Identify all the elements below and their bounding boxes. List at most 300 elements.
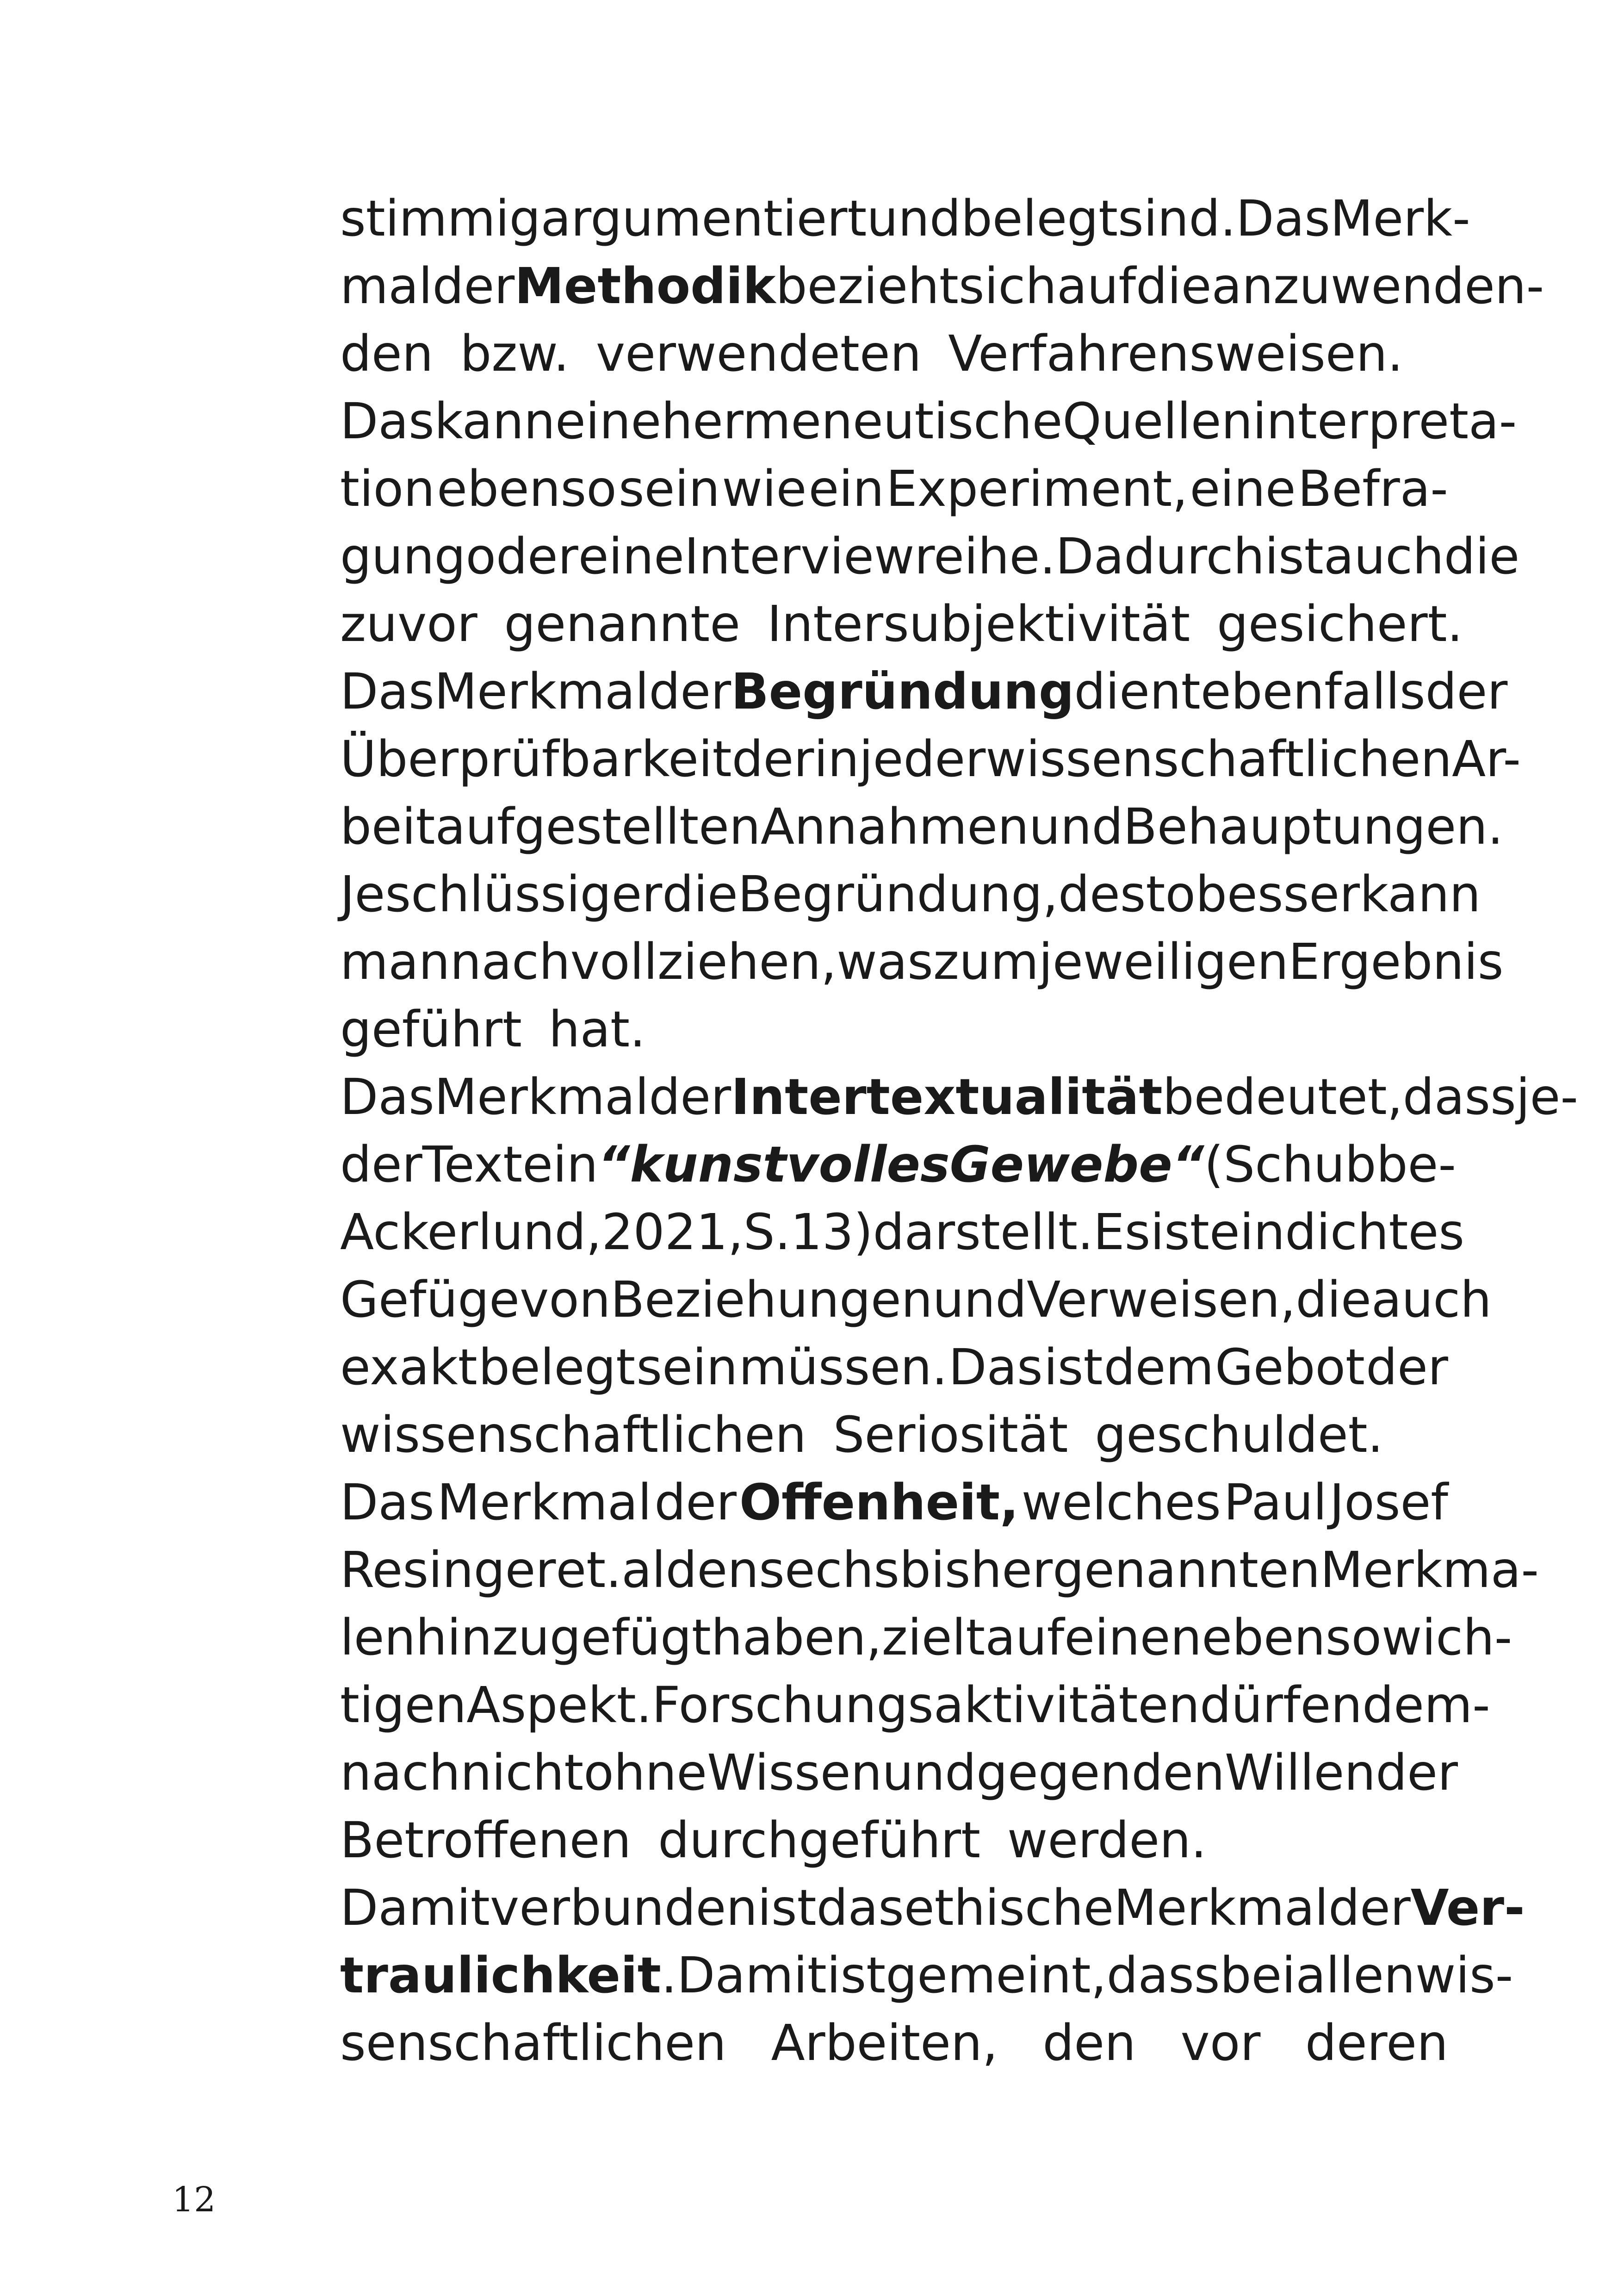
- word-group: [555, 388, 661, 455]
- text-line: [340, 1064, 1578, 1131]
- word: den: [340, 325, 434, 383]
- word-group: [1285, 1199, 1464, 1266]
- word: man: [340, 933, 450, 991]
- word: Begründung,: [738, 866, 1059, 923]
- word: Das: [340, 663, 434, 721]
- word-group: [460, 320, 583, 388]
- word-group: [478, 1334, 635, 1401]
- word-group: [1114, 1874, 1328, 1942]
- text-line: [340, 185, 1470, 253]
- word: ethische: [904, 1879, 1114, 1937]
- word-group: [433, 253, 515, 320]
- word: müssen.: [738, 1339, 948, 1396]
- word: 2021,: [601, 1204, 744, 1261]
- text-line: [340, 726, 1521, 793]
- word-group: [578, 523, 684, 591]
- word-group: [340, 320, 446, 388]
- paragraph: [340, 388, 1520, 658]
- word-group: [1095, 1401, 1396, 1469]
- word: ein: [522, 1136, 598, 1194]
- word-group: [1366, 1334, 1448, 1401]
- word-group: [649, 658, 731, 726]
- word-group: [340, 726, 732, 793]
- word-group: [757, 1874, 816, 1942]
- word: der: [732, 731, 814, 788]
- word-group: [1201, 658, 1426, 726]
- word-group: [549, 996, 659, 1064]
- word-group: [1320, 1537, 1539, 1604]
- word-group: [1265, 523, 1323, 591]
- word-group: [1426, 658, 1508, 726]
- word: .: [661, 1947, 677, 2004]
- word: beit: [340, 798, 435, 856]
- word-group: [1029, 793, 1123, 861]
- paragraph: [340, 1469, 1539, 1874]
- word-group: [808, 455, 884, 523]
- word: das: [816, 1879, 904, 1937]
- word: der: [1328, 1879, 1411, 1937]
- word: die: [1136, 258, 1212, 315]
- word: eine: [555, 393, 662, 450]
- word-group: [1202, 1604, 1382, 1672]
- word: bisher: [899, 1542, 1053, 1599]
- word: und: [882, 1744, 977, 1802]
- word: Wissen: [707, 1744, 882, 1802]
- word-group: [1215, 1334, 1365, 1401]
- word: geführt: [340, 1001, 522, 1058]
- word: die: [662, 866, 738, 923]
- word-group: [732, 726, 814, 793]
- word: zielt: [881, 1609, 986, 1667]
- word-group: [385, 861, 662, 928]
- text-line: [340, 320, 1448, 388]
- word: der: [1425, 663, 1508, 721]
- word: darstellt.: [873, 1204, 1094, 1261]
- word-group: [340, 1874, 490, 1942]
- word-group: [1150, 1199, 1209, 1266]
- word: Gebot: [1215, 1339, 1365, 1396]
- word: gemeint,: [886, 1947, 1107, 2004]
- word-group: [1057, 253, 1136, 320]
- word-group: [437, 1469, 652, 1537]
- word-group: [707, 1739, 882, 1807]
- word: dass: [1106, 1947, 1220, 2004]
- word-group: [1415, 1942, 1513, 2010]
- word-group: [340, 928, 450, 996]
- word: und: [932, 1271, 1027, 1329]
- word: hinzugefügt: [415, 1609, 711, 1667]
- word-group: [933, 1266, 1027, 1334]
- word: exakt: [340, 1339, 477, 1396]
- word-group: [460, 1739, 583, 1807]
- text-line: [340, 253, 1544, 320]
- text-line: [340, 455, 1448, 523]
- word: nachvollziehen,: [450, 933, 837, 991]
- word: werden.: [1007, 1812, 1207, 1869]
- word: der: [654, 1474, 737, 1531]
- word-group: [886, 455, 1188, 523]
- word-group: [948, 320, 1416, 388]
- word: die: [1296, 1271, 1371, 1329]
- word: Seriosität: [833, 1406, 1068, 1464]
- word-group: [1212, 253, 1544, 320]
- word-group: [340, 253, 433, 320]
- word-group: [1403, 1064, 1516, 1131]
- word: dem: [1103, 1339, 1214, 1396]
- word-group: [933, 928, 1039, 996]
- word-group: [731, 1064, 1163, 1131]
- text-line: [340, 1942, 1513, 2010]
- word-group: [1196, 861, 1360, 928]
- word-group: [490, 1874, 757, 1942]
- word-group: [1305, 2010, 1448, 2077]
- word: Überprüfbarkeit: [340, 731, 732, 788]
- word-group: [340, 1199, 601, 1266]
- word: ebenso: [437, 460, 617, 518]
- word-group: [1224, 1469, 1327, 1537]
- word: kann: [1360, 866, 1481, 923]
- word: ohne: [583, 1744, 707, 1802]
- word: Merkmal: [434, 1069, 649, 1126]
- word-group: [435, 793, 760, 861]
- word: auch: [1371, 1271, 1492, 1329]
- word: welches: [1021, 1474, 1221, 1531]
- word: belegt: [961, 190, 1118, 248]
- word: wissenschaftlichen: [340, 1406, 806, 1464]
- word: sechs: [759, 1542, 900, 1599]
- text-line: [340, 2010, 1448, 2077]
- word: ebenso: [1202, 1609, 1382, 1667]
- word-group: [340, 793, 435, 861]
- word: Aspekt.: [466, 1677, 652, 1734]
- word-group: [677, 1942, 827, 2010]
- word-group: [583, 1739, 707, 1807]
- word: Das: [1236, 190, 1330, 248]
- word-group: [504, 591, 754, 658]
- word: hermeneutische: [661, 393, 1063, 450]
- word-group: [434, 1064, 649, 1131]
- word-group: [340, 388, 434, 455]
- text-line: [340, 1199, 1465, 1266]
- text-line: [340, 1537, 1539, 1604]
- word: der: [649, 1069, 732, 1126]
- word: bedeutet,: [1162, 1069, 1403, 1126]
- word-group: [1330, 185, 1470, 253]
- text-line: [340, 658, 1508, 726]
- word: was: [837, 933, 933, 991]
- word: bezieht: [775, 258, 959, 315]
- word: tion: [340, 460, 435, 518]
- word: gung: [340, 528, 466, 585]
- word-group: [662, 861, 738, 928]
- word: stimmig: [340, 190, 541, 248]
- word-group: [1360, 861, 1481, 928]
- word: S.13): [743, 1204, 873, 1261]
- word-group: [611, 1266, 933, 1334]
- word: Merkmal: [434, 663, 649, 721]
- word-group: [652, 1672, 1200, 1739]
- word: dass: [1402, 1069, 1516, 1126]
- word: Ar-: [1452, 731, 1521, 788]
- word-group: [976, 1739, 1131, 1807]
- word-group: [661, 388, 1062, 455]
- word-group: [522, 1131, 598, 1199]
- word-group: [1093, 1199, 1150, 1266]
- word: bzw.: [460, 325, 570, 383]
- text-line: [340, 523, 1520, 591]
- word-group: [415, 1604, 711, 1672]
- word-group: [340, 1064, 434, 1131]
- word: jeweiligen: [1039, 933, 1289, 991]
- paragraph: [340, 1064, 1578, 1469]
- word: Paul: [1223, 1474, 1327, 1531]
- word: traulichkeit: [340, 1947, 661, 2004]
- word-group: [1022, 1469, 1221, 1537]
- word: auf: [1056, 258, 1136, 315]
- word: der: [340, 1136, 422, 1194]
- word: Arbeiten,: [771, 2015, 998, 2072]
- text-line: [340, 928, 1504, 996]
- word: Das: [948, 1339, 1043, 1396]
- word: Merkmal: [437, 1474, 652, 1531]
- word: ist: [826, 1947, 886, 2004]
- word: bei: [1220, 1947, 1296, 2004]
- word: Damit: [340, 1879, 490, 1937]
- word: Text: [422, 1136, 523, 1194]
- word-group: [340, 658, 434, 726]
- word-group: [814, 726, 859, 793]
- word-group: [666, 1537, 759, 1604]
- word: der: [432, 258, 515, 315]
- word-group: [739, 1469, 1019, 1537]
- word-group: [340, 1739, 460, 1807]
- word-group: [434, 388, 555, 455]
- word: einen: [1064, 1609, 1202, 1667]
- word-group: [340, 523, 465, 591]
- word: Intersubjektivität: [767, 596, 1190, 653]
- word: gesichert.: [1216, 596, 1463, 653]
- word-group: [340, 1266, 520, 1334]
- word: Gefüge: [340, 1271, 520, 1329]
- word-group: [882, 1739, 976, 1807]
- word: len: [340, 1609, 416, 1667]
- page-number: 12: [172, 2180, 216, 2220]
- word: ebenfalls: [1200, 663, 1426, 721]
- word-group: [434, 658, 649, 726]
- word: der: [1366, 1339, 1448, 1396]
- word: in: [814, 731, 859, 788]
- word-group: [739, 1334, 948, 1401]
- word: Resinger: [340, 1542, 556, 1599]
- word-group: [1044, 1334, 1103, 1401]
- word: dem-: [1362, 1677, 1490, 1734]
- word: ist: [1044, 1339, 1103, 1396]
- word-group: [340, 1469, 434, 1537]
- word: zuvor: [340, 596, 477, 653]
- word: Verweisen,: [1027, 1271, 1296, 1329]
- word: Betroffenen: [340, 1812, 632, 1869]
- word-group: [738, 861, 1058, 928]
- word: ist: [757, 1879, 817, 1937]
- word: eine: [578, 528, 684, 585]
- word: genannte: [504, 596, 741, 653]
- word-group: [1136, 253, 1211, 320]
- word-group: [636, 1334, 738, 1401]
- word-group: [340, 1672, 466, 1739]
- word-group: [1225, 1739, 1376, 1807]
- word: auch: [1323, 528, 1444, 585]
- word-group: [950, 1131, 1204, 1199]
- word: Intertextualität: [731, 1069, 1163, 1126]
- word-group: [1007, 1807, 1220, 1874]
- word-group: [776, 253, 959, 320]
- word: nach: [340, 1744, 461, 1802]
- word: nicht: [460, 1744, 584, 1802]
- word-group: [1324, 523, 1444, 591]
- word: Quelleninterpreta-: [1062, 393, 1517, 450]
- word: Methodik: [515, 258, 776, 315]
- word-group: [340, 185, 541, 253]
- word-group: [1055, 523, 1265, 591]
- word-group: [1217, 591, 1476, 658]
- word-group: [1298, 455, 1448, 523]
- word-group: [1411, 1874, 1525, 1942]
- word: auf: [985, 1609, 1065, 1667]
- word-group: [827, 1942, 886, 2010]
- text-line: [340, 388, 1517, 455]
- word-group: [596, 320, 935, 388]
- word-group: [859, 726, 986, 793]
- word: hat.: [548, 1001, 646, 1058]
- text-line: [340, 1469, 1448, 1537]
- word: verbunden: [490, 1879, 758, 1937]
- word-group: [541, 185, 867, 253]
- word: “kunstvolles: [598, 1136, 950, 1194]
- word: Experiment,: [886, 460, 1188, 518]
- word: Behauptungen.: [1123, 798, 1504, 856]
- word: ein: [1209, 1204, 1285, 1261]
- word: haben,: [711, 1609, 882, 1667]
- word: zum: [933, 933, 1039, 991]
- word: Damit: [676, 1947, 827, 2004]
- word-group: [1296, 1266, 1371, 1334]
- word: (Schubbe-: [1204, 1136, 1456, 1194]
- word-group: [1452, 726, 1521, 793]
- word: den: [1042, 2015, 1136, 2072]
- word: jeder: [859, 731, 986, 788]
- word-group: [340, 2010, 726, 2077]
- word: ein: [808, 460, 884, 518]
- word-group: [340, 1537, 556, 1604]
- word: desto: [1058, 866, 1196, 923]
- word-group: [340, 1401, 820, 1469]
- word-group: [1104, 1334, 1214, 1401]
- word: dient: [1074, 663, 1201, 721]
- text-line: [340, 1874, 1525, 1942]
- text-line: [340, 1807, 1448, 1874]
- word: Je: [340, 866, 385, 923]
- word-group: [649, 1064, 731, 1131]
- word-group: [961, 185, 1118, 253]
- text-line: [340, 1334, 1448, 1401]
- word-group: [873, 1199, 1093, 1266]
- word-group: [1118, 185, 1236, 253]
- word-group: [654, 1469, 737, 1537]
- word-group: [899, 1537, 1053, 1604]
- word-group: [1516, 1064, 1578, 1131]
- text-line: [340, 1604, 1513, 1672]
- word: schlüssiger: [385, 866, 663, 923]
- word-group: [1163, 1064, 1403, 1131]
- word: den: [665, 1542, 759, 1599]
- word-group: [1181, 2010, 1261, 2077]
- word-group: [1039, 928, 1289, 996]
- word: Annahmen: [760, 798, 1029, 856]
- word-group: [556, 1537, 665, 1604]
- word: Offenheit,: [739, 1474, 1019, 1531]
- word: Es: [1093, 1204, 1151, 1261]
- word: genannten: [1053, 1542, 1320, 1599]
- word: sich: [958, 258, 1057, 315]
- word-group: [1190, 455, 1296, 523]
- word: eine: [1190, 460, 1296, 518]
- word: dichtes: [1285, 1204, 1465, 1261]
- word-group: [1362, 1672, 1490, 1739]
- word-group: [985, 1604, 1064, 1672]
- word-group: [422, 1131, 522, 1199]
- word-group: [684, 523, 1055, 591]
- text-line: [340, 861, 1481, 928]
- word-group: [744, 1199, 873, 1266]
- word: ist: [1150, 1204, 1209, 1261]
- text-line: [340, 591, 1463, 658]
- word-group: [1107, 1942, 1220, 2010]
- paragraph: [340, 1874, 1525, 2077]
- word-group: [450, 928, 837, 996]
- word: geschuldet.: [1095, 1406, 1383, 1464]
- word: mal: [340, 258, 433, 315]
- word-group: [1053, 1537, 1320, 1604]
- word: Interviewreihe.: [684, 528, 1056, 585]
- word: Josef: [1329, 1474, 1448, 1531]
- word-group: [771, 2010, 998, 2077]
- text-line: [340, 1131, 1456, 1199]
- word: Ackerlund,: [340, 1204, 602, 1261]
- word-group: [767, 591, 1203, 658]
- word-group: [1062, 388, 1517, 455]
- word-group: [959, 253, 1057, 320]
- word-group: [340, 591, 491, 658]
- text-line: [340, 793, 1504, 861]
- word: Das: [340, 1069, 434, 1126]
- word-group: [515, 253, 775, 320]
- word: Verfahrensweisen.: [948, 325, 1403, 383]
- word: argumentiert: [540, 190, 867, 248]
- word: Gewebe“: [949, 1136, 1204, 1194]
- word-group: [1328, 1874, 1411, 1942]
- word: deren: [1305, 2015, 1448, 2072]
- word: Merkma-: [1320, 1542, 1539, 1599]
- word-group: [1027, 1266, 1296, 1334]
- word-group: [886, 1942, 1106, 2010]
- word: allen: [1296, 1947, 1415, 2004]
- word-group: [340, 1334, 477, 1401]
- word: Beziehungen: [610, 1271, 933, 1329]
- word-group: [1131, 1739, 1225, 1807]
- word: von: [519, 1271, 611, 1329]
- word: wie: [722, 460, 807, 518]
- word: sein: [618, 460, 720, 518]
